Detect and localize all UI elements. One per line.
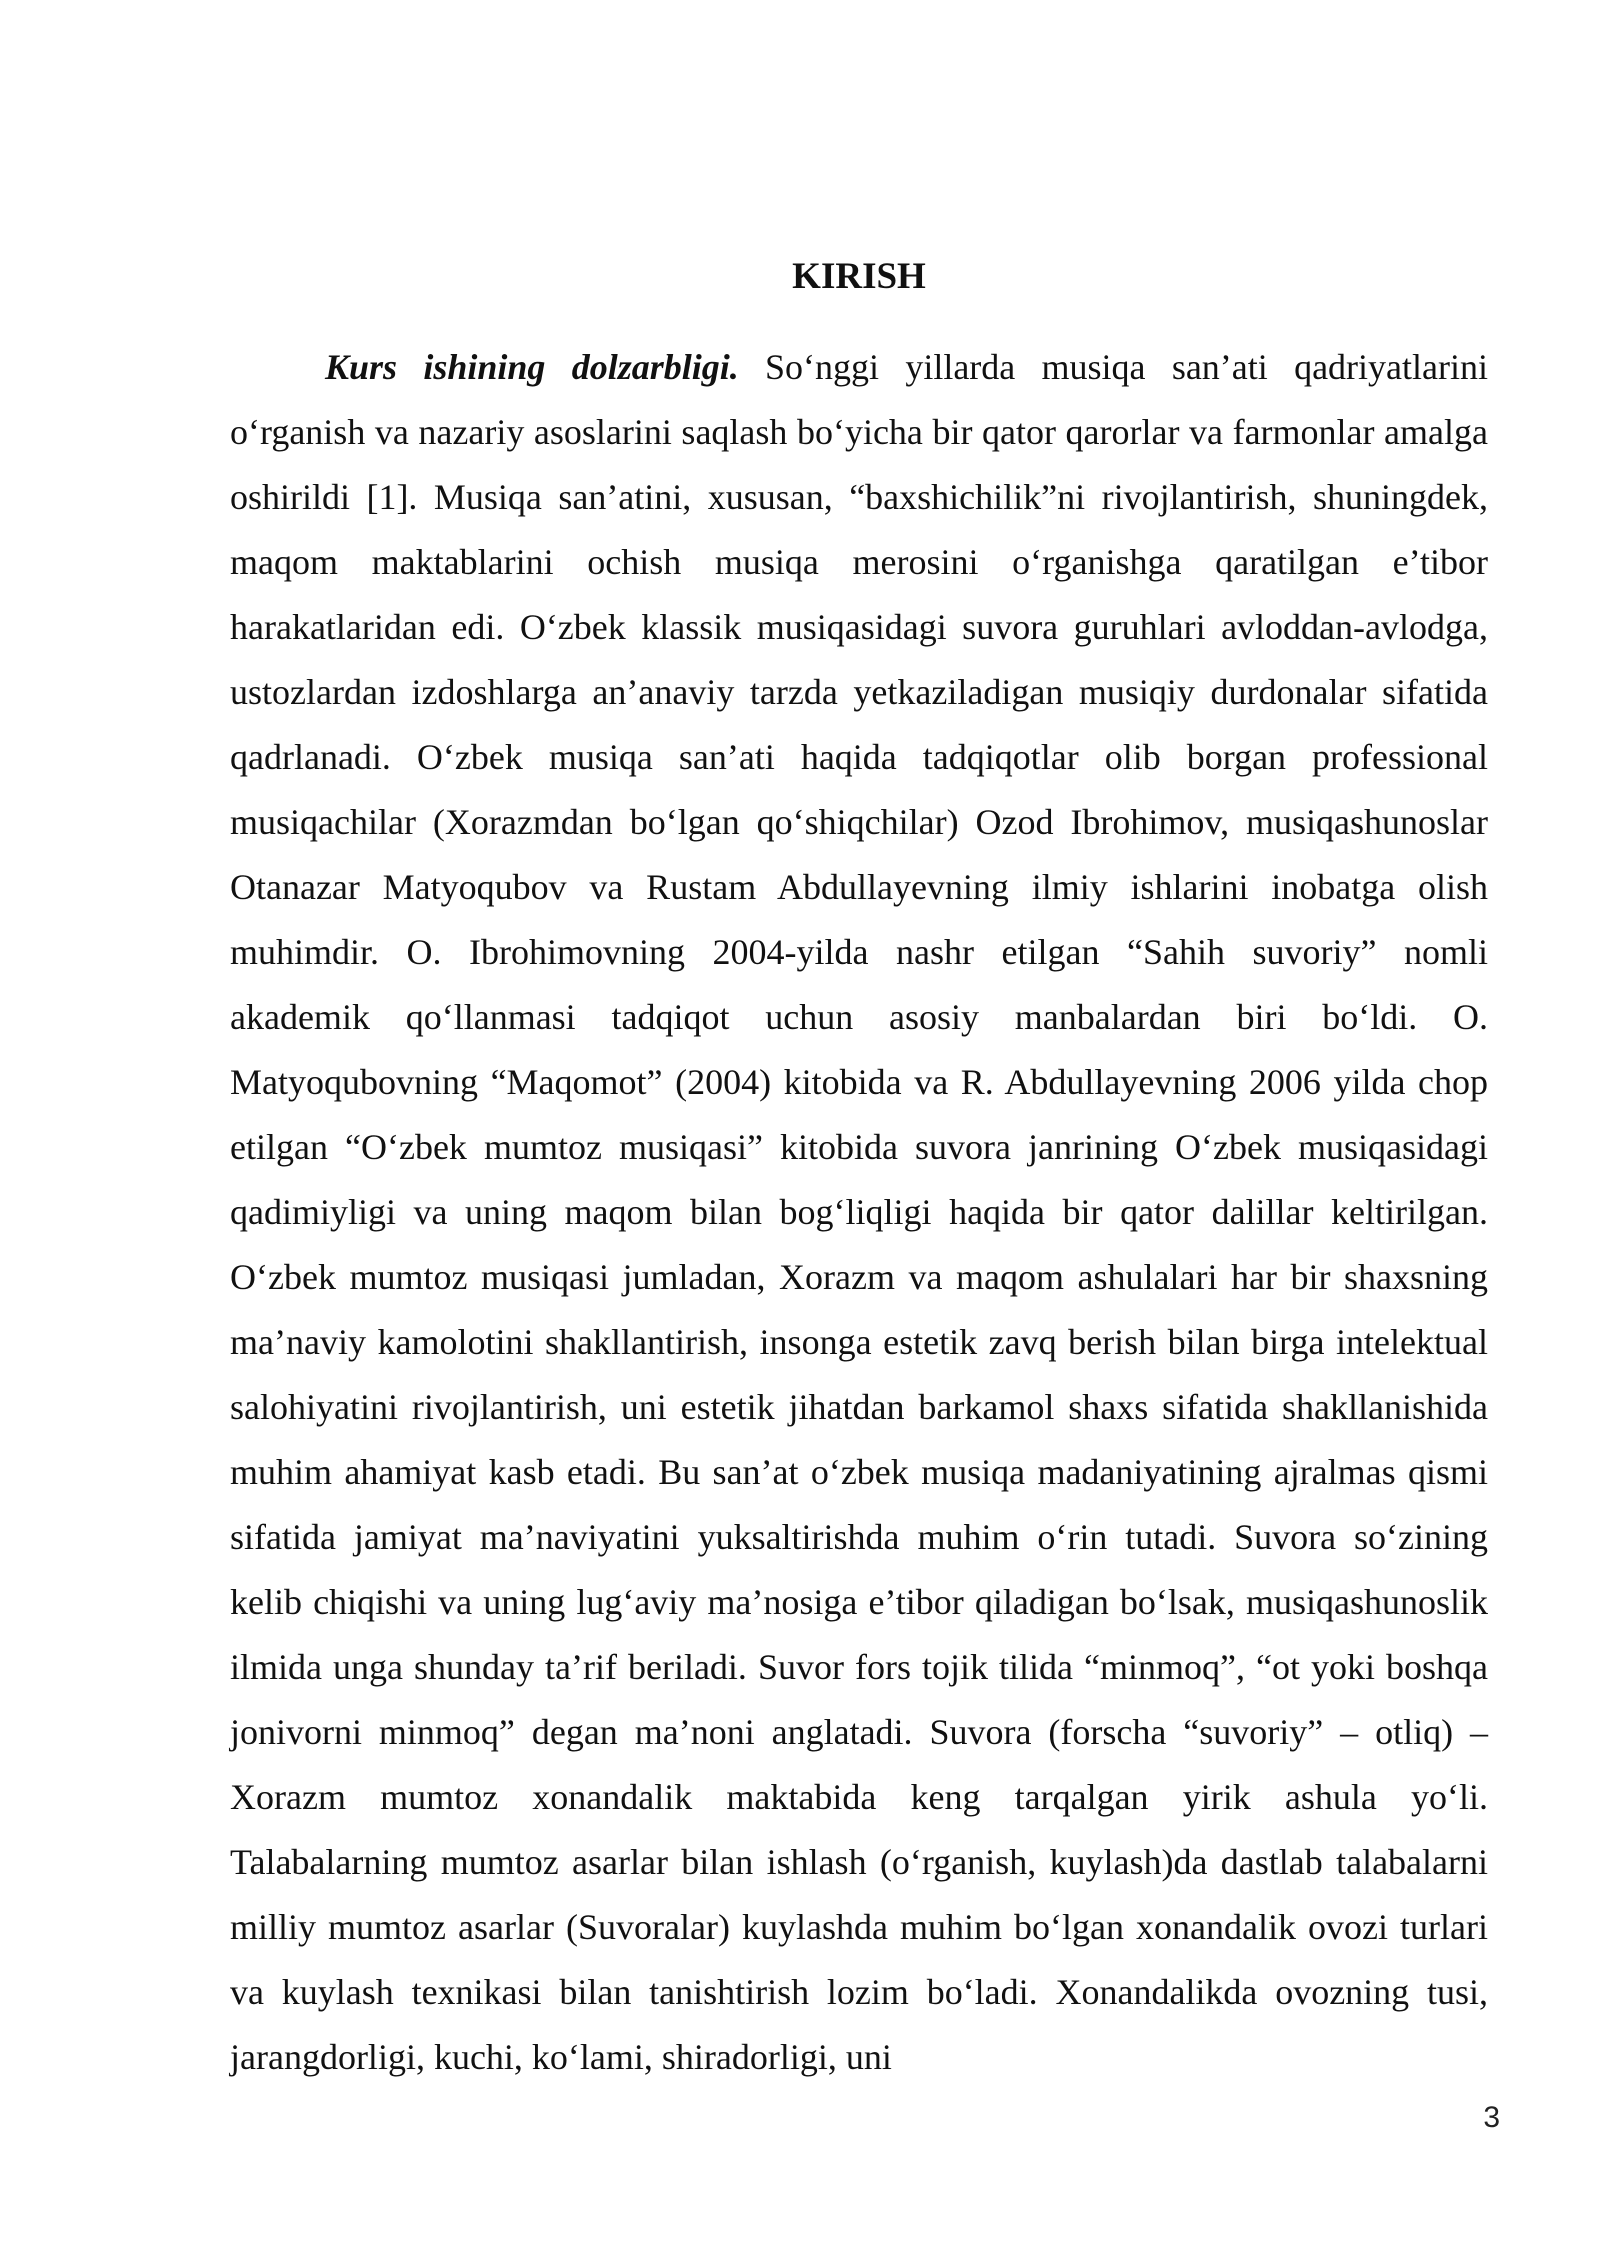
body-paragraph [230, 335, 1488, 2090]
paragraph-lead: Kurs ishining dolzarbligi. [325, 347, 739, 387]
section-heading-container [230, 252, 1488, 302]
page-number: 3 [1483, 2101, 1500, 2134]
paragraph-text: So‘nggi yillarda musiqa san’ati qadriyatlarini o‘rganish va nazariy asoslarini saqlash bo‘yicha bir qator qarorlar va farmonlar amalga oshirildi [1]. Musiqa san’atini, xususan, “baxshichilik”ni rivojlantirish, shuningdek, maqom maktablarini ochish musiqa merosini o‘rganishga qaratilgan e’tibor harakatlaridan edi. O‘zbek klassik musiqasidagi suvora guruhlari avloddan-avlodga, ustozlardan izdoshlarga an’anaviy tarzda yetkaziladigan musiqiy durdonalar sifatida qadrlanadi. O‘zbek musiqa san’ati haqida tadqiqotlar olib borgan professional musiqachilar (Xorazmdan bo‘lgan qo‘shiqchilar) Ozod Ibrohimov, musiqashunoslar Otanazar Matyoqubov va Rustam Abdullayevning ilmiy ishlarini inobatga olish muhimdir. O. Ibrohimovning 2004-yilda nashr etilgan “Sahih suvoriy” nomli akademik qo‘llanmasi tadqiqot uchun asosiy manbalardan biri bo‘ldi. O. Matyoqubovning “Maqomot” (2004) kitobida va R. Abdullayevning 2006 yilda chop etilgan “O‘zbek mumtoz musiqasi” kitobida suvora janrining O‘zbek musiqasidagi qadimiyligi va uning maqom bilan bog‘liqligi haqida bir qator dalillar keltirilgan. O‘zbek mumtoz musiqasi jumladan, Xorazm va maqom ashulalari har bir shaxsning ma’naviy kamolotini shakllantirish, insonga estetik zavq berish bilan birga intelektual salohiyatini rivojlantirish, uni estetik jihatdan barkamol shaxs sifatida shakllanishida muhim ahamiyat kasb etadi. Bu san’at o‘zbek musiqa madaniyatining ajralmas qismi sifatida jamiyat ma’naviyatini yuksaltirishda muhim o‘rin tutadi. Suvora so‘zining kelib chiqishi va uning lug‘aviy ma’nosiga e’tibor qiladigan bo‘lsak, musiqashunoslik ilmida unga shunday ta’rif beriladi. Suvor fors tojik tilida “minmoq”, “ot yoki boshqa jonivorni minmoq” degan ma’noni anglatadi. Suvora (forscha “suvoriy” – otliq) – Xorazm mumtoz xonandalik maktabida keng tarqalgan yirik ashula yo‘li. Talabalarning mumtoz asarlar bilan ishlash (o‘rganish, kuylash)da dastlab talabalarni milliy mumtoz asarlar (Suvoralar) kuylashda muhim bo‘lgan xonandalik ovozi turlari va kuylash texnikasi bilan tanishtirish lozim bo‘ladi. Xonandalikda ovozning tusi, jarangdorligi, kuchi, ko‘lami, shiradorligi, uni [230, 347, 1488, 2077]
section-heading: KIRISH [792, 256, 926, 297]
